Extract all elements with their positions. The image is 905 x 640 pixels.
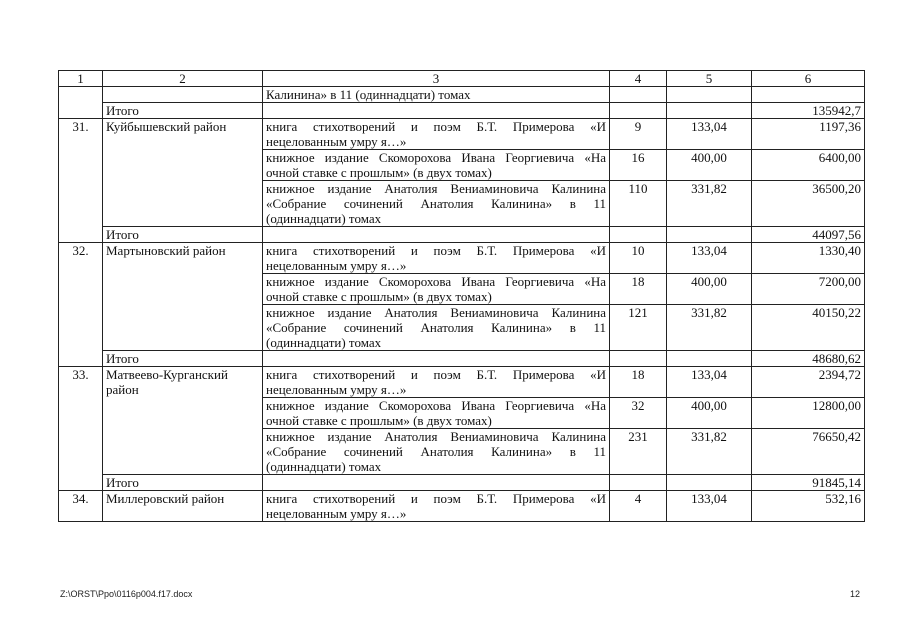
- item-description: книга стихотворений и поэм Б.Т. Примерова «И нецелованным умру я…»: [263, 367, 610, 398]
- sum-cell: [752, 87, 865, 103]
- quantity-cell: 231: [610, 429, 667, 475]
- item-description: книга стихотворений и поэм Б.Т. Примерова «И нецелованным умру я…»: [263, 491, 610, 522]
- total-desc-cell: [263, 227, 610, 243]
- total-label: Итого: [103, 103, 263, 119]
- item-description: книжное издание Анатолия Вениаминовича Калинина «Собрание сочинений Анатолия Калинина» в 11 (одиннадцати) томах: [263, 305, 610, 351]
- district-cell: [103, 87, 263, 103]
- item-description: книжное издание Анатолия Вениаминовича Калинина «Собрание сочинений Анатолия Калинина» в 11 (одиннадцати) томах: [263, 429, 610, 475]
- quantity-cell: 10: [610, 243, 667, 274]
- price-cell: 400,00: [667, 150, 752, 181]
- price-cell: 133,04: [667, 367, 752, 398]
- total-desc-cell: [263, 351, 610, 367]
- row-number: 32.: [59, 243, 103, 367]
- sum-cell: 1197,36: [752, 119, 865, 150]
- column-header: 4: [610, 71, 667, 87]
- continuation-row: [59, 87, 865, 103]
- total-row: [59, 475, 865, 491]
- column-header: 2: [103, 71, 263, 87]
- total-desc-cell: [263, 475, 610, 491]
- price-cell: 331,82: [667, 305, 752, 351]
- total-price-cell: [667, 475, 752, 491]
- total-qty-cell: [610, 475, 667, 491]
- quantity-cell: 18: [610, 367, 667, 398]
- footer-file-path: Z:\ORST\Ppo\0116p004.f17.docx: [60, 589, 193, 599]
- quantity-cell: 16: [610, 150, 667, 181]
- total-value: 91845,14: [752, 475, 865, 491]
- page-number: 12: [849, 589, 860, 599]
- table-row: [59, 243, 865, 274]
- total-desc-cell: [263, 103, 610, 119]
- total-row: [59, 351, 865, 367]
- sum-cell: 40150,22: [752, 305, 865, 351]
- sum-cell: 36500,20: [752, 181, 865, 227]
- total-price-cell: [667, 351, 752, 367]
- quantity-cell: 110: [610, 181, 667, 227]
- total-value: 44097,56: [752, 227, 865, 243]
- total-label: Итого: [103, 351, 263, 367]
- price-cell: 331,82: [667, 181, 752, 227]
- price-cell: 400,00: [667, 398, 752, 429]
- column-header: 6: [752, 71, 865, 87]
- price-cell: 133,04: [667, 491, 752, 522]
- item-description: книжное издание Скоморохова Ивана Георгиевича «На очной ставке с прошлым» (в двух томах): [263, 274, 610, 305]
- column-header: 3: [263, 71, 610, 87]
- item-description: книжное издание Анатолия Вениаминовича Калинина «Собрание сочинений Анатолия Калинина» в 11 (одиннадцати) томах: [263, 181, 610, 227]
- quantity-cell: [610, 87, 667, 103]
- item-description: книжное издание Скоморохова Ивана Георгиевича «На очной ставке с прошлым» (в двух томах): [263, 150, 610, 181]
- total-row: [59, 103, 865, 119]
- allocation-table: [58, 70, 865, 522]
- sum-cell: 2394,72: [752, 367, 865, 398]
- sum-cell: 6400,00: [752, 150, 865, 181]
- total-qty-cell: [610, 351, 667, 367]
- quantity-cell: 121: [610, 305, 667, 351]
- column-header: 5: [667, 71, 752, 87]
- total-row: [59, 227, 865, 243]
- price-cell: 133,04: [667, 119, 752, 150]
- table-row: [59, 491, 865, 522]
- sum-cell: 532,16: [752, 491, 865, 522]
- quantity-cell: 4: [610, 491, 667, 522]
- total-label: Итого: [103, 227, 263, 243]
- price-cell: 331,82: [667, 429, 752, 475]
- total-value: 48680,62: [752, 351, 865, 367]
- row-number: 34.: [59, 491, 103, 522]
- row-number: 33.: [59, 367, 103, 491]
- item-description: Калинина» в 11 (одиннадцати) томах: [263, 87, 610, 103]
- total-qty-cell: [610, 103, 667, 119]
- district-name: Матвеево-Курганский район: [103, 367, 263, 475]
- sum-cell: 76650,42: [752, 429, 865, 475]
- district-name: Миллеровский район: [103, 491, 263, 522]
- total-price-cell: [667, 103, 752, 119]
- price-cell: 133,04: [667, 243, 752, 274]
- total-price-cell: [667, 227, 752, 243]
- price-cell: [667, 87, 752, 103]
- item-description: книга стихотворений и поэм Б.Т. Примерова «И нецелованным умру я…»: [263, 119, 610, 150]
- total-value: 135942,7: [752, 103, 865, 119]
- total-label: Итого: [103, 475, 263, 491]
- quantity-cell: 32: [610, 398, 667, 429]
- sum-cell: 1330,40: [752, 243, 865, 274]
- row-number: 31.: [59, 119, 103, 243]
- item-description: книжное издание Скоморохова Ивана Георгиевича «На очной ставке с прошлым» (в двух томах): [263, 398, 610, 429]
- column-header: 1: [59, 71, 103, 87]
- table-row: [59, 119, 865, 150]
- district-name: Куйбышевский район: [103, 119, 263, 227]
- item-description: книга стихотворений и поэм Б.Т. Примерова «И нецелованным умру я…»: [263, 243, 610, 274]
- sum-cell: 12800,00: [752, 398, 865, 429]
- quantity-cell: 9: [610, 119, 667, 150]
- quantity-cell: 18: [610, 274, 667, 305]
- sum-cell: 7200,00: [752, 274, 865, 305]
- total-qty-cell: [610, 227, 667, 243]
- number-cell: [59, 87, 103, 119]
- table-row: [59, 367, 865, 398]
- district-name: Мартыновский район: [103, 243, 263, 351]
- table-header-row: [59, 71, 865, 87]
- price-cell: 400,00: [667, 274, 752, 305]
